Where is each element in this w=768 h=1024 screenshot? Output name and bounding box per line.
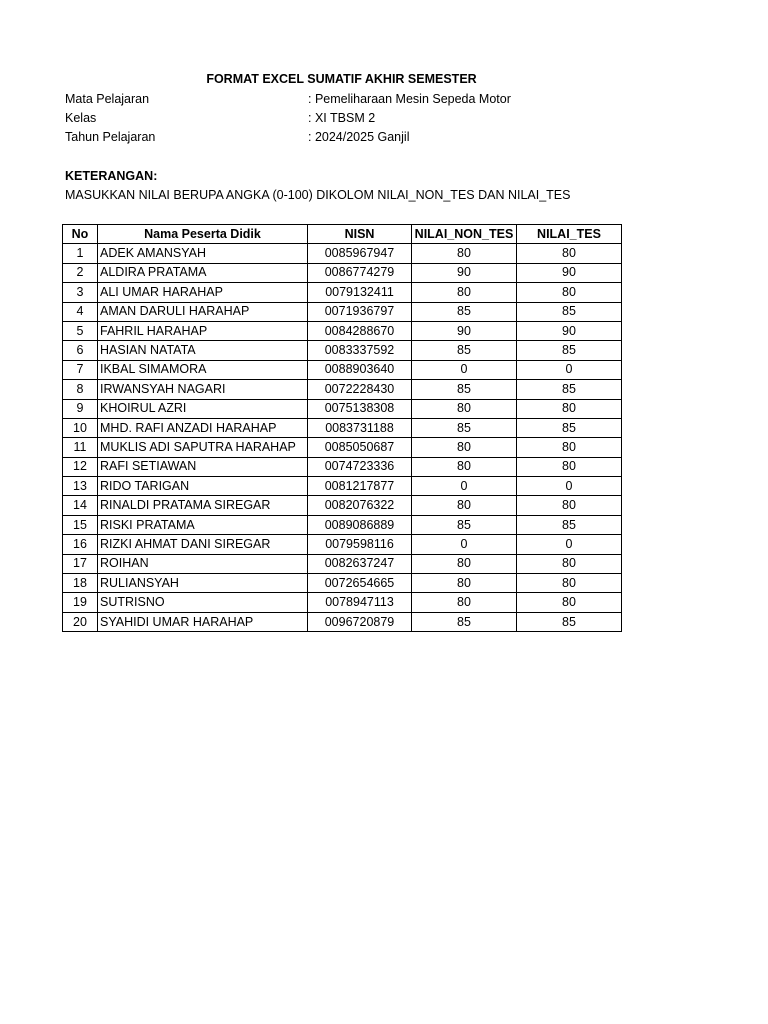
- meta-value-year: : 2024/2025 Ganjil: [308, 130, 410, 144]
- cell-no: 8: [63, 380, 98, 399]
- cell-name: FAHRIL HARAHAP: [98, 321, 308, 340]
- cell-nilai-non-tes: 80: [412, 554, 517, 573]
- cell-name: SUTRISNO: [98, 593, 308, 612]
- cell-nisn: 0085050687: [308, 438, 412, 457]
- cell-nilai-tes: 80: [517, 593, 622, 612]
- cell-name: ALI UMAR HARAHAP: [98, 283, 308, 302]
- cell-no: 14: [63, 496, 98, 515]
- grades-table: [62, 224, 622, 632]
- header-name: Nama Peserta Didik: [98, 225, 308, 244]
- cell-nilai-tes: 80: [517, 496, 622, 515]
- cell-nisn: 0078947113: [308, 593, 412, 612]
- cell-nilai-tes: 0: [517, 360, 622, 379]
- cell-nisn: 0075138308: [308, 399, 412, 418]
- cell-nilai-non-tes: 85: [412, 380, 517, 399]
- cell-name: RISKI PRATAMA: [98, 515, 308, 534]
- cell-nisn: 0079598116: [308, 535, 412, 554]
- table-row: [63, 438, 622, 457]
- cell-no: 6: [63, 341, 98, 360]
- cell-no: 1: [63, 244, 98, 263]
- cell-nilai-tes: 85: [517, 380, 622, 399]
- cell-nilai-non-tes: 80: [412, 283, 517, 302]
- cell-nilai-tes: 0: [517, 477, 622, 496]
- cell-nisn: 0079132411: [308, 283, 412, 302]
- cell-nisn: 0085967947: [308, 244, 412, 263]
- cell-no: 18: [63, 574, 98, 593]
- header-nilai-tes: NILAI_TES: [517, 225, 622, 244]
- cell-nilai-tes: 85: [517, 418, 622, 437]
- table-row: [63, 515, 622, 534]
- cell-no: 20: [63, 612, 98, 631]
- table-row: [63, 477, 622, 496]
- table-row: [63, 574, 622, 593]
- cell-name: ALDIRA PRATAMA: [98, 263, 308, 282]
- table-row: [63, 593, 622, 612]
- cell-no: 13: [63, 477, 98, 496]
- cell-nilai-tes: 90: [517, 263, 622, 282]
- cell-nilai-tes: 85: [517, 341, 622, 360]
- cell-no: 5: [63, 321, 98, 340]
- cell-nilai-non-tes: 0: [412, 360, 517, 379]
- cell-nisn: 0086774279: [308, 263, 412, 282]
- cell-nisn: 0083337592: [308, 341, 412, 360]
- cell-nilai-non-tes: 80: [412, 438, 517, 457]
- cell-no: 12: [63, 457, 98, 476]
- cell-name: ADEK AMANSYAH: [98, 244, 308, 263]
- cell-no: 10: [63, 418, 98, 437]
- meta-row-subject: [63, 90, 623, 108]
- page-title: FORMAT EXCEL SUMATIF AKHIR SEMESTER: [206, 72, 477, 86]
- cell-no: 17: [63, 554, 98, 573]
- cell-nilai-non-tes: 85: [412, 515, 517, 534]
- table-row: [63, 321, 622, 340]
- cell-no: 16: [63, 535, 98, 554]
- meta-row-class: [63, 109, 623, 127]
- meta-label-class: Kelas: [65, 111, 97, 125]
- cell-nisn: 0088903640: [308, 360, 412, 379]
- cell-no: 3: [63, 283, 98, 302]
- cell-nilai-tes: 80: [517, 574, 622, 593]
- cell-name: RULIANSYAH: [98, 574, 308, 593]
- table-row: [63, 263, 622, 282]
- cell-name: HASIAN NATATA: [98, 341, 308, 360]
- cell-name: IRWANSYAH NAGARI: [98, 380, 308, 399]
- cell-nisn: 0089086889: [308, 515, 412, 534]
- table-row: [63, 535, 622, 554]
- cell-name: RIDO TARIGAN: [98, 477, 308, 496]
- header-nisn: NISN: [308, 225, 412, 244]
- cell-nilai-non-tes: 90: [412, 263, 517, 282]
- table-row: [63, 360, 622, 379]
- cell-nilai-tes: 80: [517, 457, 622, 476]
- table-row: [63, 612, 622, 631]
- note-heading: KETERANGAN:: [65, 169, 158, 183]
- cell-name: ROIHAN: [98, 554, 308, 573]
- cell-name: SYAHIDI UMAR HARAHAP: [98, 612, 308, 631]
- cell-nilai-non-tes: 85: [412, 341, 517, 360]
- cell-nilai-tes: 85: [517, 302, 622, 321]
- cell-nilai-tes: 80: [517, 283, 622, 302]
- cell-nilai-non-tes: 80: [412, 574, 517, 593]
- cell-nisn: 0083731188: [308, 418, 412, 437]
- cell-name: MUKLIS ADI SAPUTRA HARAHAP: [98, 438, 308, 457]
- meta-value-subject: : Pemeliharaan Mesin Sepeda Motor: [308, 92, 511, 106]
- cell-name: RINALDI PRATAMA SIREGAR: [98, 496, 308, 515]
- meta-label-subject: Mata Pelajaran: [65, 92, 150, 106]
- table-row: [63, 496, 622, 515]
- cell-no: 7: [63, 360, 98, 379]
- table-row: [63, 244, 622, 263]
- header-no: No: [63, 225, 98, 244]
- cell-name: RAFI SETIAWAN: [98, 457, 308, 476]
- meta-label-year: Tahun Pelajaran: [65, 130, 156, 144]
- grades-table-body: [63, 244, 622, 632]
- cell-name: RIZKI AHMAT DANI SIREGAR: [98, 535, 308, 554]
- cell-no: 4: [63, 302, 98, 321]
- cell-nisn: 0072228430: [308, 380, 412, 399]
- cell-nisn: 0084288670: [308, 321, 412, 340]
- cell-nilai-non-tes: 80: [412, 593, 517, 612]
- meta-value-class: : XI TBSM 2: [308, 111, 376, 125]
- cell-nisn: 0082637247: [308, 554, 412, 573]
- cell-nilai-non-tes: 0: [412, 477, 517, 496]
- cell-nilai-tes: 85: [517, 612, 622, 631]
- cell-nisn: 0081217877: [308, 477, 412, 496]
- cell-nilai-non-tes: 90: [412, 321, 517, 340]
- cell-nilai-tes: 85: [517, 515, 622, 534]
- cell-nilai-tes: 80: [517, 399, 622, 418]
- cell-name: IKBAL SIMAMORA: [98, 360, 308, 379]
- cell-name: AMAN DARULI HARAHAP: [98, 302, 308, 321]
- meta-row-year: [63, 128, 623, 146]
- note-text: MASUKKAN NILAI BERUPA ANGKA (0-100) DIKOLOM NILAI_NON_TES DAN NILAI_TES: [65, 188, 571, 202]
- cell-nilai-tes: 0: [517, 535, 622, 554]
- cell-nilai-non-tes: 85: [412, 418, 517, 437]
- cell-nilai-non-tes: 80: [412, 496, 517, 515]
- table-row: [63, 302, 622, 321]
- table-row: [63, 399, 622, 418]
- cell-nilai-tes: 80: [517, 244, 622, 263]
- cell-no: 15: [63, 515, 98, 534]
- table-row: [63, 341, 622, 360]
- table-row: [63, 457, 622, 476]
- cell-nilai-non-tes: 80: [412, 244, 517, 263]
- cell-nilai-tes: 80: [517, 438, 622, 457]
- cell-name: MHD. RAFI ANZADI HARAHAP: [98, 418, 308, 437]
- cell-nilai-non-tes: 80: [412, 399, 517, 418]
- cell-no: 19: [63, 593, 98, 612]
- cell-nilai-tes: 80: [517, 554, 622, 573]
- cell-name: KHOIRUL AZRI: [98, 399, 308, 418]
- cell-nilai-non-tes: 85: [412, 612, 517, 631]
- cell-nisn: 0082076322: [308, 496, 412, 515]
- cell-nilai-non-tes: 80: [412, 457, 517, 476]
- cell-no: 9: [63, 399, 98, 418]
- cell-no: 2: [63, 263, 98, 282]
- cell-nilai-tes: 90: [517, 321, 622, 340]
- table-row: [63, 554, 622, 573]
- cell-nisn: 0096720879: [308, 612, 412, 631]
- table-row: [63, 283, 622, 302]
- cell-nisn: 0071936797: [308, 302, 412, 321]
- cell-nilai-non-tes: 85: [412, 302, 517, 321]
- cell-nisn: 0074723336: [308, 457, 412, 476]
- header-nilai-non-tes: NILAI_NON_TES: [412, 225, 517, 244]
- cell-no: 11: [63, 438, 98, 457]
- table-row: [63, 418, 622, 437]
- cell-nisn: 0072654665: [308, 574, 412, 593]
- table-row: [63, 380, 622, 399]
- cell-nilai-non-tes: 0: [412, 535, 517, 554]
- table-header-row: [63, 225, 622, 244]
